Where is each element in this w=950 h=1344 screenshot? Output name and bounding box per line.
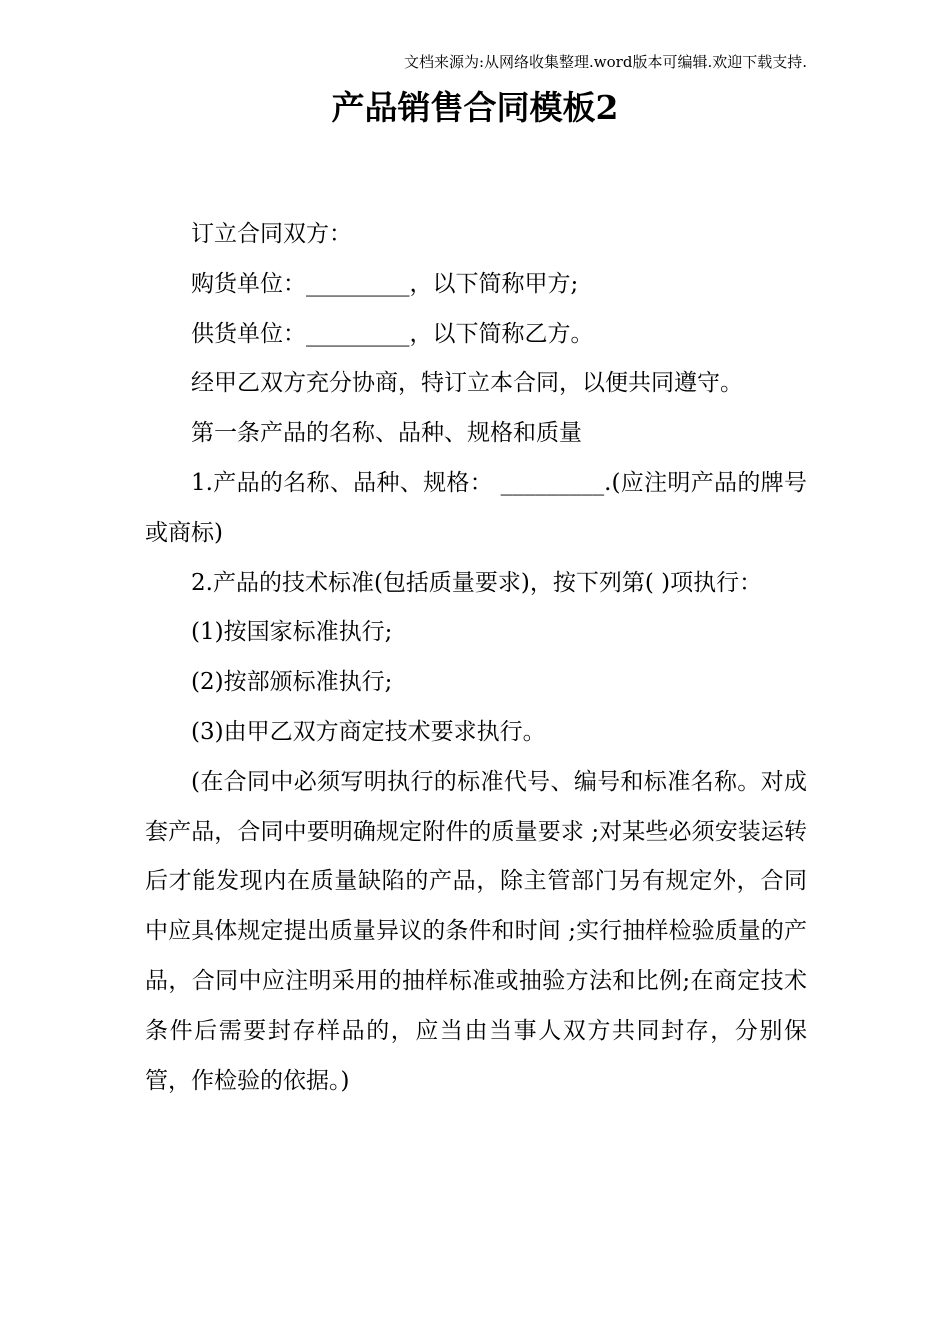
- paragraph-buyer: 购货单位：_________，以下简称甲方;: [191, 270, 579, 297]
- document-title: 产品销售合同模板2: [331, 88, 619, 127]
- paragraph-note: (在合同中必须写明执行的标准代号、编号和标准名称。对成套产品，合同中要明确规定附件的质量要求 ;对某些必须安装运转后才能发现内在质量缺陷的产品，除主管部门另有规定外，合同中应具体规定提出质量异议的条件和时间 ;实行抽样检验质量的产品，合同中应注明采用的抽样标准或抽验方法和比例;在商定技术条件后需要封存样品的，应当由当事人双方共同封存，分别保管，作检验的依据。): [145, 768, 807, 1094]
- paragraph-option-3: (3)由甲乙双方商定技术要求执行。: [191, 718, 546, 745]
- paragraph-article-one-heading: 第一条产品的名称、品种、规格和质量: [191, 420, 582, 447]
- paragraph-option-2: (2)按部颁标准执行;: [191, 669, 393, 696]
- paragraph-supplier: 供货单位：_________，以下简称乙方。: [191, 320, 594, 347]
- header-note: 文档来源为:从网络收集整理.word版本可编辑.欢迎下载支持.: [403, 53, 807, 71]
- document-body: [145, 210, 807, 1106]
- paragraph-item-1: 1.产品的名称、品种、规格： _________.(应注明产品的牌号或商标): [145, 469, 807, 546]
- paragraph-item-2: 2.产品的技术标准(包括质量要求)，按下列第( )项执行：: [191, 569, 763, 596]
- paragraph-parties-intro: 订立合同双方：: [191, 221, 352, 247]
- paragraph-agreement: 经甲乙双方充分协商，特订立本合同，以便共同遵守。: [191, 370, 743, 397]
- paragraph-option-1: (1)按国家标准执行;: [191, 619, 393, 646]
